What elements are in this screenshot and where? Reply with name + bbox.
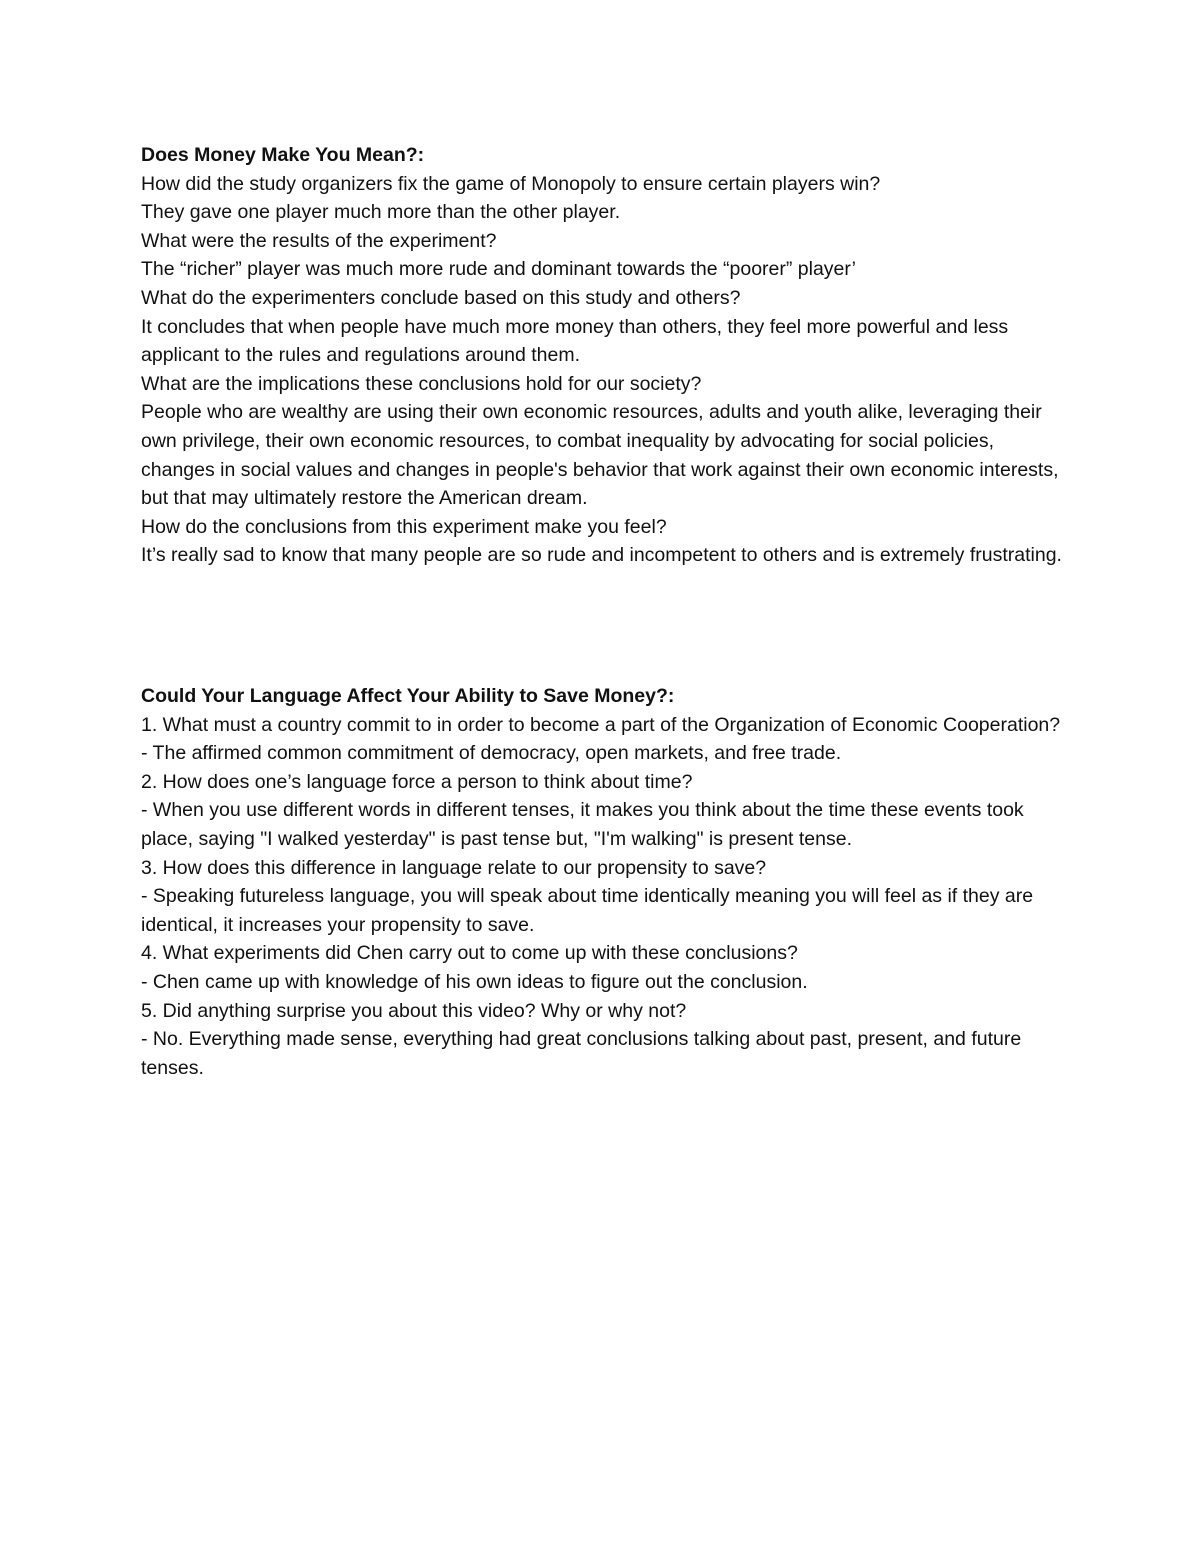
question-text: How did the study organizers fix the game of Monopoly to ensure certain players win?: [141, 172, 881, 195]
answer-text: It’s really sad to know that many people are so rude and incompetent to others and is extremely frustrating.: [141, 544, 1062, 567]
question-text: What do the experimenters conclude based on this study and others?: [141, 286, 741, 309]
answer-text: - Chen came up with knowledge of his own ideas to figure out the conclusion.: [141, 970, 808, 993]
section-money-mean: [141, 141, 1071, 570]
question-text: 2. How does one’s language force a person to think about time?: [141, 770, 693, 793]
question-text: What are the implications these conclusions hold for our society?: [141, 372, 702, 395]
answer-text: It concludes that when people have much more money than others, they feel more powerful and less applicant to the rules and regulations around them.: [141, 315, 1009, 367]
question-text: 4. What experiments did Chen carry out to come up with these conclusions?: [141, 942, 798, 965]
answer-text: The “richer” player was much more rude and dominant towards the “poorer” player’: [141, 258, 856, 281]
answer-text: - The affirmed common commitment of democracy, open markets, and free trade.: [141, 742, 842, 765]
question-text: How do the conclusions from this experiment make you feel?: [141, 515, 667, 538]
question-text: 1. What must a country commit to in order to become a part of the Organization of Economic Cooperation?: [141, 713, 1061, 736]
question-text: 3. How does this difference in language relate to our propensity to save?: [141, 856, 767, 879]
answer-text: People who are wealthy are using their own economic resources, adults and youth alike, leveraging their own privilege, their own economic resources, to combat inequality by advocating for social policies, changes in social values and changes in people's behavior that work against their own economic interests, but that may ultimately restore the American dream.: [141, 401, 1059, 510]
answer-text: - When you use different words in different tenses, it makes you think about the time these events took place, saying "I walked yesterday" is past tense but, "I'm walking" is present tense.: [141, 799, 1024, 850]
section-heading: Does Money Make You Mean?:: [141, 144, 425, 166]
section-heading: Could Your Language Affect Your Ability to Save Money?:: [141, 685, 675, 707]
section-language-save: [141, 682, 1071, 1082]
answer-text: - No. Everything made sense, everything had great conclusions talking about past, present, and future tenses.: [141, 1028, 1022, 1079]
answer-text: - Speaking futureless language, you will speak about time identically meaning you will feel as if they are identical, it increases your propensity to save.: [141, 885, 1034, 936]
question-text: What were the results of the experiment?: [141, 229, 497, 252]
answer-text: They gave one player much more than the other player.: [141, 201, 621, 224]
question-text: 5. Did anything surprise you about this video? Why or why not?: [141, 999, 687, 1022]
